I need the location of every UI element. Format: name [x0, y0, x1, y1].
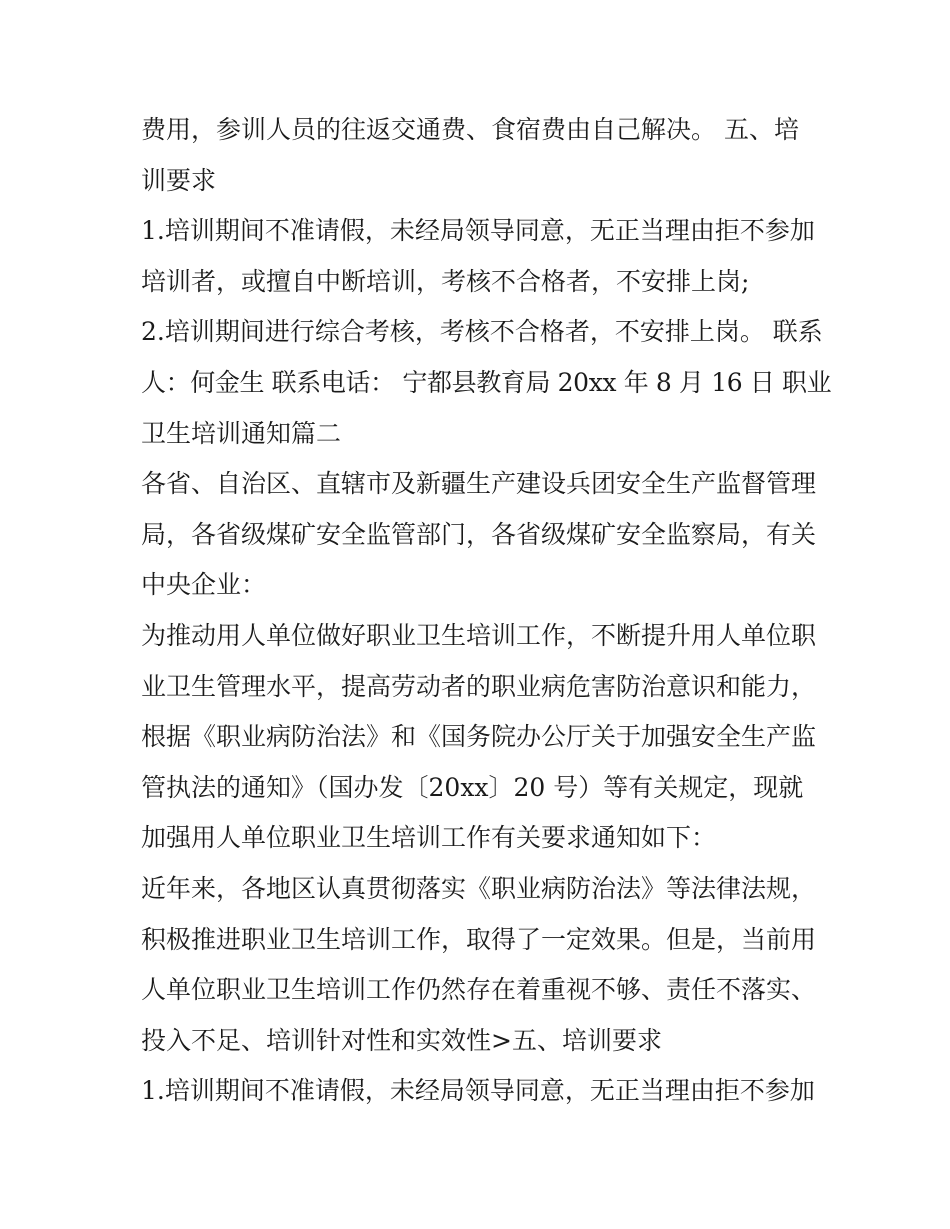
text-line: 加强用人单位职业卫生培训工作有关要求通知如下：: [141, 823, 717, 853]
text-line: 投入不足、培训针对性和实效性>五、培训要求: [141, 1025, 662, 1055]
text-line: 2.培训期间进行综合考核，考核不合格者，不安排上岗。 联系: [141, 317, 823, 347]
text-line: 1.培训期间不准请假，未经局领导同意，无正当理由拒不参加: [141, 1076, 815, 1106]
text-line: 训要求: [141, 165, 217, 195]
text-line: 中央企业：: [141, 570, 267, 600]
text-line: 积极推进职业卫生培训工作，取得了一定效果。但是，当前用: [141, 924, 817, 954]
text-line: 近年来，各地区认真贯彻落实《职业病防治法》等法律法规，: [141, 873, 817, 903]
text-line: 人：何金生 联系电话： 宁都县教育局 20xx 年 8 月 16 日 职业: [141, 367, 832, 397]
section-heading: 卫生培训通知篇二: [141, 418, 342, 448]
text-line: 人单位职业卫生培训工作仍然存在着重视不够、责任不落实、: [141, 975, 817, 1005]
text-line: 各省、自治区、直辖市及新疆生产建设兵团安全生产监督管理: [141, 469, 817, 499]
text-line: 费用，参训人员的往返交通费、食宿费由自己解决。 五、培: [141, 115, 799, 144]
text-line: 1.培训期间不准请假，未经局领导同意，无正当理由拒不参加: [141, 216, 815, 246]
text-line: 培训者，或擅自中断培训，考核不合格者，不安排上岗;: [141, 266, 750, 296]
text-line: 业卫生管理水平，提高劳动者的职业病危害防治意识和能力，: [141, 671, 817, 701]
text-line: 根据《职业病防治法》和《国务院办公厅关于加强安全生产监: [141, 722, 817, 752]
text-line: 管执法的通知》（国办发〔20xx〕20 号）等有关规定，现就: [141, 772, 804, 802]
text-line: 为推动用人单位做好职业卫生培训工作，不断提升用人单位职: [141, 620, 817, 650]
text-line: 局，各省级煤矿安全监管部门，各省级煤矿安全监察局，有关: [141, 519, 817, 549]
document-body: [141, 105, 831, 1117]
